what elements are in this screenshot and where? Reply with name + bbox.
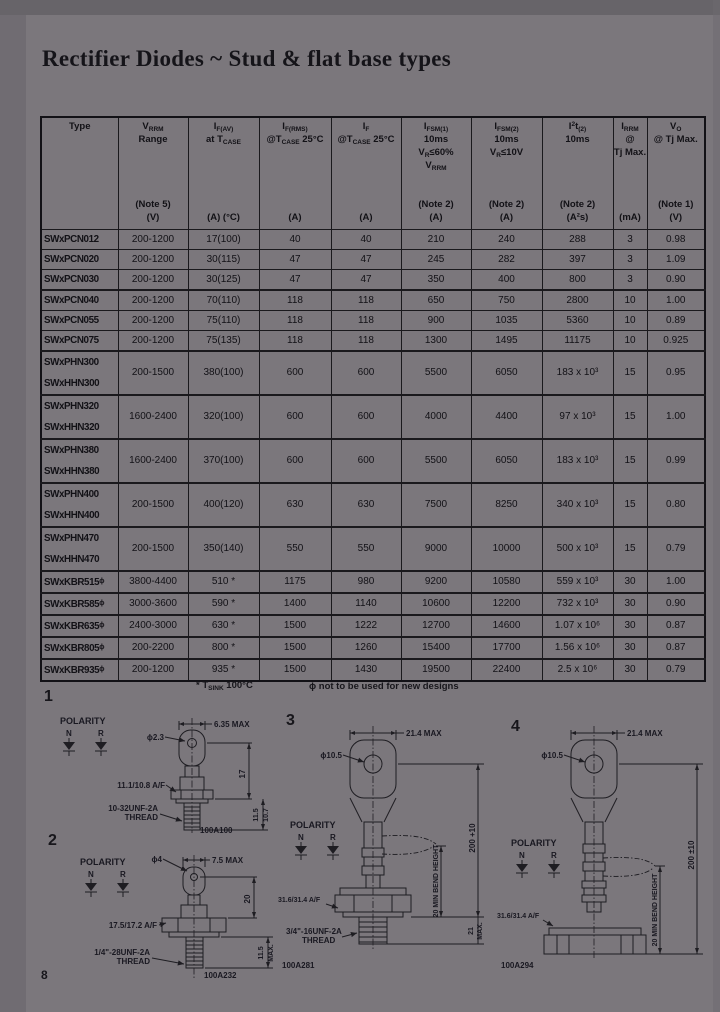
dim-label-width: 6.35 MAX bbox=[214, 720, 250, 729]
table-row bbox=[41, 439, 705, 483]
data-cell: 800 * bbox=[188, 637, 259, 659]
polarity-symbols bbox=[60, 716, 107, 756]
diode-symbol-n bbox=[85, 879, 97, 897]
data-cell: 245 bbox=[401, 249, 471, 269]
data-cell: 3 bbox=[613, 229, 647, 249]
data-cell: 1400 bbox=[259, 593, 331, 615]
data-cell: 200-1500 bbox=[118, 483, 188, 527]
data-cell: 30(115) bbox=[188, 249, 259, 269]
dim-label-h2: 11.5 bbox=[253, 808, 260, 822]
data-cell: 200-1200 bbox=[118, 659, 188, 681]
data-cell: 600 bbox=[331, 395, 401, 439]
data-cell: 1140 bbox=[331, 593, 401, 615]
page-edge-shadow-left bbox=[0, 0, 26, 1012]
data-cell: 0.99 bbox=[647, 439, 705, 483]
data-cell: 510 * bbox=[188, 571, 259, 593]
data-cell: 1500 bbox=[259, 659, 331, 681]
column-header: $I_{F(AV)}$ at $T_{CASE}$ (A) (°C) bbox=[188, 117, 259, 229]
data-cell: 1.00 bbox=[647, 395, 705, 439]
data-cell: 600 bbox=[259, 395, 331, 439]
data-cell: 210 bbox=[401, 229, 471, 249]
data-cell: 10000 bbox=[471, 527, 542, 571]
data-cell: 350 bbox=[401, 269, 471, 290]
data-cell: 4000 bbox=[401, 395, 471, 439]
ratings-table bbox=[40, 116, 706, 682]
data-cell: 118 bbox=[331, 330, 401, 351]
data-cell: 1.09 bbox=[647, 249, 705, 269]
column-header: $I_{FSM(2)}$ 10ms $V_R\le 10V$ (Note 2) (A) bbox=[471, 117, 542, 229]
polarity-label: POLARITY bbox=[60, 716, 106, 726]
type-cell: SWxPCN075 bbox=[41, 330, 118, 351]
drawing-1-number: 1 bbox=[44, 688, 53, 705]
dim-label-h3: MAX. bbox=[268, 944, 275, 962]
data-cell: 0.79 bbox=[647, 659, 705, 681]
type-cell: $SWxKBR635^\phi$ bbox=[41, 615, 118, 637]
dim-label-hole: ϕ4 bbox=[151, 855, 162, 864]
outline-drawing-100A100 bbox=[52, 694, 287, 834]
data-cell: 750 bbox=[471, 290, 542, 311]
column-header: $I_{FSM(1)}$ 10ms $V_R\le 60\%$ $V_{RRM}$ (Note 2) (A) bbox=[401, 117, 471, 229]
data-cell: 7500 bbox=[401, 483, 471, 527]
data-cell: 22400 bbox=[471, 659, 542, 681]
data-cell: 30 bbox=[613, 637, 647, 659]
data-cell: 15 bbox=[613, 395, 647, 439]
data-cell: 118 bbox=[331, 290, 401, 311]
data-cell: 1.00 bbox=[647, 290, 705, 311]
type-cell: SWxPHN300 SWxHHN300 bbox=[41, 351, 118, 395]
diode-symbol-r bbox=[95, 738, 107, 756]
type-cell: SWxPCN055 bbox=[41, 310, 118, 330]
data-cell: 1222 bbox=[331, 615, 401, 637]
data-cell: 12700 bbox=[401, 615, 471, 637]
table-row bbox=[41, 395, 705, 439]
data-cell: 600 bbox=[259, 439, 331, 483]
table-row bbox=[41, 330, 705, 351]
polarity-r-label: R bbox=[98, 729, 104, 738]
outline-drawing-100A294 bbox=[497, 710, 719, 982]
data-cell: 118 bbox=[259, 310, 331, 330]
data-cell: 400(120) bbox=[188, 483, 259, 527]
data-cell: 600 bbox=[259, 351, 331, 395]
data-cell: 118 bbox=[259, 330, 331, 351]
data-cell: 400 bbox=[471, 269, 542, 290]
device-outline bbox=[171, 718, 213, 833]
data-cell: 118 bbox=[331, 310, 401, 330]
table-row bbox=[41, 483, 705, 527]
column-header: $V_O$ @ Tj Max. (Note 1) (V) bbox=[647, 117, 705, 229]
data-cell: 900 bbox=[401, 310, 471, 330]
page-edge-shadow-top bbox=[0, 0, 720, 15]
data-cell: 47 bbox=[259, 269, 331, 290]
data-cell: 200-2200 bbox=[118, 637, 188, 659]
data-cell: 1600-2400 bbox=[118, 395, 188, 439]
device-outline bbox=[544, 726, 655, 960]
type-cell: $SWxKBR935^\phi$ bbox=[41, 659, 118, 681]
data-cell: 0.90 bbox=[647, 593, 705, 615]
dim-label-h2: 20 MIN BEND HEIGHT bbox=[652, 873, 659, 947]
drawing-3-number: 3 bbox=[286, 712, 295, 729]
data-cell: 288 bbox=[542, 229, 613, 249]
data-cell: 19500 bbox=[401, 659, 471, 681]
data-cell: 2400-3000 bbox=[118, 615, 188, 637]
data-cell: 0.90 bbox=[647, 269, 705, 290]
dim-label-h3: 10.7 bbox=[263, 808, 270, 822]
table-row bbox=[41, 659, 705, 681]
dim-label-hole: ϕ10.5 bbox=[320, 751, 342, 760]
table-header-row bbox=[41, 117, 705, 229]
diode-symbol-n bbox=[516, 860, 528, 878]
data-cell: 1500 bbox=[259, 637, 331, 659]
type-cell: SWxPHN400 SWxHHN400 bbox=[41, 483, 118, 527]
label-thread-2: THREAD bbox=[124, 813, 158, 822]
table-row bbox=[41, 229, 705, 249]
column-header: $I^2t_{(2)}$ 10ms (Note 2) (A²s) bbox=[542, 117, 613, 229]
diode-symbol-r bbox=[117, 879, 129, 897]
data-cell: 17(100) bbox=[188, 229, 259, 249]
data-cell: 0.87 bbox=[647, 637, 705, 659]
polarity-n-label: N bbox=[66, 729, 72, 738]
type-cell: SWxPHN470 SWxHHN470 bbox=[41, 527, 118, 571]
type-cell: SWxPCN020 bbox=[41, 249, 118, 269]
data-cell: 650 bbox=[401, 290, 471, 311]
table-head bbox=[41, 117, 705, 229]
dim-label-hole: ϕ2.3 bbox=[146, 733, 164, 742]
data-cell: 1495 bbox=[471, 330, 542, 351]
column-header: $V_{RRM}$ Range (Note 5) (V) bbox=[118, 117, 188, 229]
data-cell: 370(100) bbox=[188, 439, 259, 483]
outline-drawing-100A281 bbox=[278, 710, 500, 982]
data-cell: 3000-3600 bbox=[118, 593, 188, 615]
data-cell: 935 * bbox=[188, 659, 259, 681]
data-cell: 200-1200 bbox=[118, 229, 188, 249]
polarity-symbols bbox=[290, 820, 339, 860]
dim-label-width: 21.4 MAX bbox=[406, 729, 442, 738]
polarity-symbols bbox=[511, 838, 560, 878]
type-cell: $SWxKBR585^\phi$ bbox=[41, 593, 118, 615]
data-cell: 1430 bbox=[331, 659, 401, 681]
page-number: 8 bbox=[41, 968, 48, 982]
data-cell: 5500 bbox=[401, 439, 471, 483]
polarity-label: POLARITY bbox=[80, 857, 126, 867]
table-row bbox=[41, 571, 705, 593]
data-cell: 200-1500 bbox=[118, 351, 188, 395]
data-cell: 1035 bbox=[471, 310, 542, 330]
data-cell: 200-1200 bbox=[118, 249, 188, 269]
table-row bbox=[41, 615, 705, 637]
data-cell: 3800-4400 bbox=[118, 571, 188, 593]
data-cell: 0.87 bbox=[647, 615, 705, 637]
data-cell: 200-1200 bbox=[118, 269, 188, 290]
label-thread-1: 10-32UNF-2A bbox=[108, 804, 158, 813]
data-cell: 550 bbox=[331, 527, 401, 571]
data-cell: 0.95 bbox=[647, 351, 705, 395]
dim-label-h4: MAX. bbox=[477, 922, 484, 940]
data-cell: 10600 bbox=[401, 593, 471, 615]
data-cell: 11175 bbox=[542, 330, 613, 351]
data-cell: 40 bbox=[331, 229, 401, 249]
data-cell: 15 bbox=[613, 483, 647, 527]
data-cell: 5360 bbox=[542, 310, 613, 330]
outline-part-number: 100A294 bbox=[501, 961, 534, 970]
data-cell: 30 bbox=[613, 615, 647, 637]
data-cell: 1.07 x 10⁶ bbox=[542, 615, 613, 637]
drawing-4-number: 4 bbox=[511, 718, 520, 735]
data-cell: 732 x 10³ bbox=[542, 593, 613, 615]
dim-label-h1: 200 +10 bbox=[468, 823, 477, 853]
table-row bbox=[41, 593, 705, 615]
data-cell: 30 bbox=[613, 659, 647, 681]
data-cell: 630 * bbox=[188, 615, 259, 637]
polarity-label: POLARITY bbox=[290, 820, 336, 830]
data-cell: 600 bbox=[331, 351, 401, 395]
data-cell: 10580 bbox=[471, 571, 542, 593]
data-cell: 14600 bbox=[471, 615, 542, 637]
polarity-r-label: R bbox=[551, 851, 557, 860]
page-title: Rectifier Diodes ~ Stud & flat base types bbox=[42, 46, 452, 71]
data-cell: 282 bbox=[471, 249, 542, 269]
label-across-flats: 17.5/17.2 A/F bbox=[108, 921, 157, 930]
type-cell: SWxPHN380 SWxHHN380 bbox=[41, 439, 118, 483]
data-cell: 1175 bbox=[259, 571, 331, 593]
table-row bbox=[41, 351, 705, 395]
data-cell: 1.00 bbox=[647, 571, 705, 593]
type-cell: $SWxKBR515^\phi$ bbox=[41, 571, 118, 593]
data-cell: 2800 bbox=[542, 290, 613, 311]
column-header: $I_F$ $@T_{CASE}$ 25°C (A) bbox=[331, 117, 401, 229]
data-cell: 380(100) bbox=[188, 351, 259, 395]
data-cell: 1260 bbox=[331, 637, 401, 659]
data-cell: 40 bbox=[259, 229, 331, 249]
dimension-lines bbox=[278, 729, 484, 945]
label-thread-1: 1/4"-28UNF-2A bbox=[94, 948, 150, 957]
data-cell: 10 bbox=[613, 330, 647, 351]
label-across-flats: 11.1/10.8 A/F bbox=[117, 781, 165, 790]
data-cell: 3 bbox=[613, 249, 647, 269]
data-cell: 320(100) bbox=[188, 395, 259, 439]
data-cell: 350(140) bbox=[188, 527, 259, 571]
dimension-lines bbox=[108, 720, 270, 830]
dim-label-width: 21.4 MAX bbox=[627, 729, 663, 738]
type-cell: SWxPCN040 bbox=[41, 290, 118, 311]
data-cell: 1600-2400 bbox=[118, 439, 188, 483]
data-cell: 17700 bbox=[471, 637, 542, 659]
data-cell: 15400 bbox=[401, 637, 471, 659]
table-row bbox=[41, 290, 705, 311]
data-cell: 75(135) bbox=[188, 330, 259, 351]
data-cell: 75(110) bbox=[188, 310, 259, 330]
device-outline bbox=[335, 726, 436, 950]
data-cell: 0.98 bbox=[647, 229, 705, 249]
data-cell: 980 bbox=[331, 571, 401, 593]
data-cell: 30 bbox=[613, 571, 647, 593]
data-cell: 630 bbox=[331, 483, 401, 527]
data-cell: 12200 bbox=[471, 593, 542, 615]
data-cell: 200-1200 bbox=[118, 310, 188, 330]
data-cell: 183 x 10³ bbox=[542, 351, 613, 395]
data-cell: 6050 bbox=[471, 439, 542, 483]
type-cell: $SWxKBR805^\phi$ bbox=[41, 637, 118, 659]
polarity-label: POLARITY bbox=[511, 838, 557, 848]
label-thread-1: 3/4"-16UNF-2A bbox=[286, 927, 342, 936]
data-cell: 0.80 bbox=[647, 483, 705, 527]
dim-label-width: 7.5 MAX bbox=[212, 856, 244, 865]
type-cell: SWxPCN012 bbox=[41, 229, 118, 249]
data-cell: 200-1200 bbox=[118, 290, 188, 311]
dim-label-h1: 17 bbox=[238, 769, 247, 779]
outline-part-number: 100A232 bbox=[204, 971, 237, 980]
footnote-phi: ϕ not to be used for new designs bbox=[309, 681, 459, 692]
data-cell: 30(125) bbox=[188, 269, 259, 290]
label-across-flats: 31.6/31.4 A/F bbox=[497, 913, 540, 920]
table-row bbox=[41, 269, 705, 290]
table-row bbox=[41, 527, 705, 571]
data-cell: 4400 bbox=[471, 395, 542, 439]
data-cell: 9000 bbox=[401, 527, 471, 571]
data-cell: 1500 bbox=[259, 615, 331, 637]
polarity-r-label: R bbox=[330, 833, 336, 842]
data-cell: 15 bbox=[613, 351, 647, 395]
data-cell: 15 bbox=[613, 439, 647, 483]
diode-symbol-r bbox=[327, 842, 339, 860]
dim-label-h3: 21 bbox=[468, 927, 475, 935]
data-cell: 70(110) bbox=[188, 290, 259, 311]
data-cell: 47 bbox=[331, 269, 401, 290]
data-cell: 397 bbox=[542, 249, 613, 269]
dim-label-hole: ϕ10.5 bbox=[541, 751, 563, 760]
polarity-n-label: N bbox=[88, 870, 94, 879]
outline-drawing-100A232 bbox=[52, 833, 287, 983]
outline-part-number: 100A100 bbox=[200, 826, 233, 834]
data-cell: 590 * bbox=[188, 593, 259, 615]
data-cell: 1.56 x 10⁶ bbox=[542, 637, 613, 659]
column-header: Type bbox=[41, 117, 118, 229]
data-cell: 5500 bbox=[401, 351, 471, 395]
table-row bbox=[41, 637, 705, 659]
dim-label-h1: 200 ±10 bbox=[687, 840, 696, 870]
label-thread-2: THREAD bbox=[302, 936, 336, 945]
data-cell: 118 bbox=[259, 290, 331, 311]
diode-symbol-r bbox=[548, 860, 560, 878]
data-cell: 30 bbox=[613, 593, 647, 615]
data-cell: 10 bbox=[613, 310, 647, 330]
type-cell: SWxPCN030 bbox=[41, 269, 118, 290]
data-cell: 183 x 10³ bbox=[542, 439, 613, 483]
data-cell: 8250 bbox=[471, 483, 542, 527]
column-header: $I_{RRM}$ @ Tj Max. (mA) bbox=[613, 117, 647, 229]
data-cell: 340 x 10³ bbox=[542, 483, 613, 527]
data-cell: 200-1500 bbox=[118, 527, 188, 571]
footnote-tsink: * $T_{SINK}$ 100°C bbox=[196, 680, 253, 692]
label-thread-2: THREAD bbox=[116, 957, 150, 966]
table-row bbox=[41, 249, 705, 269]
data-cell: 6050 bbox=[471, 351, 542, 395]
data-cell: 9200 bbox=[401, 571, 471, 593]
type-cell: SWxPHN320 SWxHHN320 bbox=[41, 395, 118, 439]
data-cell: 800 bbox=[542, 269, 613, 290]
polarity-r-label: R bbox=[120, 870, 126, 879]
data-cell: 200-1200 bbox=[118, 330, 188, 351]
dim-label-h2: 20 MIN BEND HEIGHT bbox=[433, 844, 440, 918]
data-cell: 600 bbox=[331, 439, 401, 483]
data-cell: 2.5 x 10⁶ bbox=[542, 659, 613, 681]
diode-symbol-n bbox=[295, 842, 307, 860]
column-header: $I_{F(RMS)}$ $@T_{CASE}$ 25°C (A) bbox=[259, 117, 331, 229]
table-row bbox=[41, 310, 705, 330]
data-cell: 0.79 bbox=[647, 527, 705, 571]
data-cell: 10 bbox=[613, 290, 647, 311]
polarity-symbols bbox=[80, 857, 129, 897]
data-cell: 47 bbox=[259, 249, 331, 269]
data-cell: 0.925 bbox=[647, 330, 705, 351]
polarity-n-label: N bbox=[519, 851, 525, 860]
label-across-flats: 31.6/31.4 A/F bbox=[278, 897, 321, 904]
data-cell: 97 x 10³ bbox=[542, 395, 613, 439]
data-cell: 15 bbox=[613, 527, 647, 571]
data-cell: 3 bbox=[613, 269, 647, 290]
outline-part-number: 100A281 bbox=[282, 961, 315, 970]
data-cell: 630 bbox=[259, 483, 331, 527]
data-cell: 500 x 10³ bbox=[542, 527, 613, 571]
data-cell: 550 bbox=[259, 527, 331, 571]
data-cell: 559 x 10³ bbox=[542, 571, 613, 593]
diode-symbol-n bbox=[63, 738, 75, 756]
table-body bbox=[41, 229, 705, 681]
device-outline bbox=[162, 855, 226, 979]
drawing-2-number: 2 bbox=[48, 832, 57, 849]
data-cell: 47 bbox=[331, 249, 401, 269]
dim-label-h2: 11.5 bbox=[258, 946, 265, 960]
data-cell: 240 bbox=[471, 229, 542, 249]
data-cell: 1300 bbox=[401, 330, 471, 351]
polarity-n-label: N bbox=[298, 833, 304, 842]
data-cell: 0.89 bbox=[647, 310, 705, 330]
dim-label-h1: 20 bbox=[243, 894, 252, 904]
